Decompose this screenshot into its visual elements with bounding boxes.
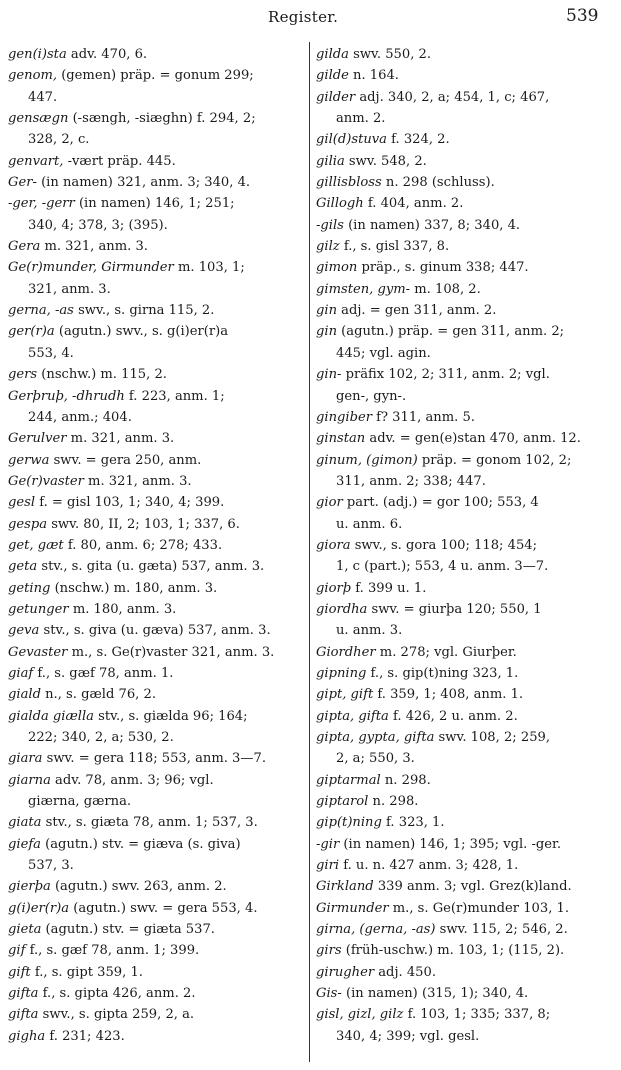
entry-text: (agutn.) swv., s. g(i)er(r)a [54,324,229,340]
register-entry [316,940,614,961]
entry-headword: gilia [316,153,345,169]
register-entry [316,535,614,556]
register-entry [8,599,300,620]
entry-text: präp., s. ginum 338; 447. [357,260,529,276]
register-entry [316,321,614,342]
entry-text: m. 321, anm. 3. [40,239,148,255]
register-entry [316,151,614,172]
entry-headword: gillisbloss [316,175,382,191]
entry-headword: gil(d)stuva [316,132,387,148]
entry-headword: giarna [8,772,51,788]
entry-headword: gin- [316,367,342,383]
entry-text: n. 298. [380,772,431,788]
entry-text: 2, a; 550, 3. [336,751,415,767]
entry-text: (-sængh, -siæghn) f. 294, 2; [68,111,256,127]
entry-headword: gipta, gifta [316,708,389,724]
entry-headword: Ge(r)munder, Girmunder [8,260,174,276]
register-entry [316,812,614,833]
entry-text: stv., s. giæta 78, anm. 1; 537, 3. [41,815,258,831]
register-entry [8,65,300,86]
register-entry [8,321,300,342]
entry-continuation-line [316,108,614,129]
register-entry [316,962,614,983]
entry-text: (agutn.) stv. = giæta 537. [41,922,215,938]
entry-text: swv., s. gipta 259, 2, a. [38,1007,195,1023]
entry-headword: gilz [316,239,340,255]
entry-headword: g(i)er(r)a [8,900,70,916]
register-entry [8,535,300,556]
entry-headword: Gera [8,239,41,255]
entry-text: (agutn.) präp. = gen 311, anm. 2; [337,324,565,340]
entry-headword: giordha [316,601,368,617]
entry-text: (in namen) 146, 1; 395; vgl. -ger. [339,836,562,852]
register-entry [316,364,614,385]
entry-text: 447. [28,89,58,105]
register-entry [316,642,614,663]
register-entry [316,770,614,791]
entry-continuation-line [316,1026,614,1047]
entry-text: adv. 470, 6. [66,47,148,62]
register-entry [8,386,300,407]
entry-text: m., s. Ge(r)munder 103, 1. [388,900,570,916]
entry-continuation-line [316,556,614,577]
entry-headword: gin [316,324,338,340]
entry-headword: giefa [8,836,41,852]
entry-text: stv., s. gita (u. gæta) 537, anm. 3. [37,559,265,575]
page-header [0,6,621,30]
entry-headword: giata [8,815,42,831]
entry-text: präp. = gonom 102, 2; [417,452,572,468]
register-entry [316,791,614,812]
register-entry [8,108,300,129]
entry-headword: giorþ [316,580,352,596]
register-entry [8,940,300,961]
entry-text: stv., s. giva (u. gæva) 537, anm. 3. [39,623,271,639]
entry-headword: giptarol [316,794,369,810]
entry-text: part. (adj.) = gor 100; 553, 4 [342,495,539,511]
entry-headword: gior [316,495,343,511]
entry-headword: gigha [8,1028,46,1044]
entry-text: f. 323, 1. [381,815,445,831]
entry-text: swv. = gera 250, anm. [49,452,202,468]
register-entry [316,663,614,684]
entry-continuation-line [8,407,300,428]
entry-headword: gilde [316,68,349,84]
register-entry [316,727,614,748]
entry-headword: Ge(r)vaster [8,473,84,489]
register-entry [8,300,300,321]
register-entry [8,1004,300,1025]
entry-headword: gialda giælla [8,708,94,724]
entry-text: -vært präp. 445. [63,153,176,169]
entry-headword: girs [316,943,342,959]
register-entry [8,748,300,769]
register-entry [8,983,300,1004]
entry-text: präfix 102, 2; 311, anm. 2; vgl. [341,367,550,383]
entry-headword: gipt, gift [316,687,374,703]
register-entry [8,812,300,833]
register-entry [316,684,614,705]
entry-text: swv. 115, 2; 546, 2. [435,922,568,938]
register-entry [8,684,300,705]
entry-text: (in namen) 337, 8; 340, 4. [343,217,521,233]
entry-headword: getunger [8,601,69,617]
register-entry [8,620,300,641]
register-entry [316,300,614,321]
register-entry [316,172,614,193]
entry-text: 340, 4; 399; vgl. gesl. [336,1028,480,1044]
entry-headword: gerna, -as [8,303,74,319]
page-title: Register. [268,8,339,26]
entry-headword: giaf [8,665,34,681]
register-entry [8,556,300,577]
entry-headword: Giordher [316,644,376,660]
left-column [8,44,300,1047]
entry-headword: gen(i)sta [8,47,67,62]
entry-headword: giald [8,687,41,703]
entry-text: f. 80, anm. 6; 278; 433. [63,537,223,553]
entry-headword: giora [316,537,351,553]
entry-headword: gimsten, gym- [316,281,411,297]
entry-headword: girugher [316,964,375,980]
entry-text: m. 108, 2. [410,281,481,297]
entry-headword: gensægn [8,111,69,127]
entry-text: swv. = giurþa 120; 550, 1 [367,601,542,617]
register-entry [316,706,614,727]
entry-text: 537, 3. [28,858,74,874]
entry-text: 222; 340, 2, a; 530, 2. [28,730,174,745]
entry-headword: gipta, gypta, gifta [316,730,435,745]
register-entry [8,428,300,449]
page-number: 539 [566,6,599,26]
entry-continuation-line [316,514,614,535]
register-entry [8,663,300,684]
entry-headword: ger(r)a [8,324,55,340]
entry-headword: gers [8,367,38,383]
entry-headword: Girmunder [316,900,389,916]
entry-headword: genvart, [8,153,64,169]
entry-headword: giptarmal [316,772,381,788]
entry-text: m. 180, anm. 3. [68,601,177,617]
entry-headword: giara [8,751,43,767]
register-entry [8,236,300,257]
register-entry [8,450,300,471]
entry-headword: ginstan [316,431,366,447]
register-entry [316,578,614,599]
register-entry [8,151,300,172]
register-entry [316,855,614,876]
column-divider [309,42,310,1062]
entry-text: (in namen) 321, anm. 3; 340, 4. [36,175,251,191]
entry-text: m. 103, 1; [173,260,245,276]
entry-text: f., s. gip(t)ning 323, 1. [366,665,519,681]
entry-text: f. 103, 1; 335; 337, 8; [403,1007,551,1023]
register-entry [316,215,614,236]
entry-headword: Gevaster [8,644,68,660]
entry-text: n. 298. [368,794,419,810]
register-entry [8,364,300,385]
register-entry [316,450,614,471]
entry-headword: gieta [8,922,42,938]
entry-text: (agutn.) stv. = giæva (s. giva) [40,836,241,852]
entry-text: f. 231; 423. [45,1028,125,1044]
register-entry [316,407,614,428]
entry-headword: gift [8,964,31,980]
register-entry [8,193,300,214]
register-entry [316,492,614,513]
entry-headword: gifta [8,986,39,1002]
entry-text: n. 298 (schluss). [381,175,495,191]
entry-text: m. 278; vgl. Giurþer. [375,644,517,660]
register-entry [8,471,300,492]
entry-continuation-line [8,791,300,812]
register-entry [8,898,300,919]
entry-text: f. 223, anm. 1; [124,388,225,404]
entry-text: (in namen) 146, 1; 251; [74,196,235,212]
register-entry [316,983,614,1004]
entry-text: swv. 550, 2. [348,47,432,62]
entry-text: m. 321, anm. 3. [66,431,175,447]
entry-headword: gingiber [316,409,372,425]
entry-text: f., s. gæf 78, anm. 1. [33,665,174,681]
register-entry [316,876,614,897]
entry-headword: Gerþruþ, -dhrudh [8,388,125,404]
register-entry [8,642,300,663]
entry-continuation-line [8,279,300,300]
entry-text: (in namen) (315, 1); 340, 4. [341,986,529,1002]
entry-text: adj. 340, 2, a; 454, 1, c; 467, [355,89,550,105]
entry-text: f. 399 u. 1. [351,580,427,596]
entry-text: 553, 4. [28,345,74,361]
register-entry [8,44,300,65]
register-entry [316,236,614,257]
entry-headword: geva [8,623,40,639]
entry-text: 445; vgl. agin. [336,345,431,361]
entry-continuation-line [316,620,614,641]
register-entry [8,1026,300,1047]
entry-continuation-line [8,215,300,236]
register-entry [8,834,300,855]
entry-text: n. 164. [348,68,399,84]
entry-text: (nschw.) m. 115, 2. [37,367,167,383]
entry-text: anm. 2. [336,111,386,127]
entry-text: f., s. gisl 337, 8. [339,239,450,255]
entry-continuation-line [316,386,614,407]
entry-text: 340, 4; 378, 3; (395). [28,217,168,233]
register-entry [8,919,300,940]
entry-text: 339 anm. 3; vgl. Grez(k)land. [373,879,572,895]
entry-continuation-line [8,129,300,150]
entry-text: m., s. Ge(r)vaster 321, anm. 3. [67,644,275,660]
register-entry [8,492,300,513]
register-entry [316,1004,614,1025]
entry-headword: gilda [316,47,349,62]
entry-headword: gesl [8,495,36,511]
entry-headword: genom, [8,68,58,84]
entry-headword: Girkland [316,879,374,895]
entry-text: swv. = gera 118; 553, anm. 3—7. [42,751,266,767]
entry-text: adj. = gen 311, anm. 2. [337,303,497,319]
entry-headword: ginum, (gimon) [316,452,418,468]
entry-headword: girna, (gerna, -as) [316,922,436,938]
register-entry [316,193,614,214]
entry-headword: -gils [316,217,344,233]
entry-text: f? 311, anm. 5. [371,409,475,425]
entry-text: 311, anm. 2; 338; 447. [336,473,486,489]
entry-headword: gimon [316,260,358,276]
register-entry [316,65,614,86]
entry-text: f., s. gæf 78, anm. 1; 399. [25,943,200,959]
entry-continuation-line [8,87,300,108]
entry-text: swv., s. girna 115, 2. [73,303,215,319]
register-entry [316,87,614,108]
entry-text: (nschw.) m. 180, anm. 3. [50,580,218,596]
entry-continuation-line [316,471,614,492]
right-column [316,44,614,1047]
entry-text: f. u. n. 427 anm. 3; 428, 1. [339,858,519,874]
entry-text: f. 324, 2. [386,132,450,148]
entry-text: swv., s. gora 100; 118; 454; [350,537,538,553]
entry-headword: gerwa [8,452,50,468]
entry-headword: gin [316,303,338,319]
entry-text: u. anm. 6. [336,516,403,532]
entry-headword: Ger- [8,175,37,191]
entry-text: 1, c (part.); 553, 4 u. anm. 3—7. [336,559,549,575]
entry-headword: gespa [8,516,48,532]
register-entry [8,514,300,535]
entry-text: adj. 450. [374,964,436,980]
entry-text: m. 321, anm. 3. [83,473,192,489]
entry-headword: Gillogh [316,196,364,212]
entry-headword: -ger, -gerr [8,196,75,212]
register-entry [8,962,300,983]
entry-headword: gipning [316,665,367,681]
entry-text: 328, 2, c. [28,132,90,148]
register-entry [316,428,614,449]
entry-text: u. anm. 3. [336,623,403,639]
entry-text: (gemen) präp. = gonum 299; [57,68,254,84]
entry-continuation-line [8,343,300,364]
entry-headword: get, gæt [8,537,64,553]
register-entry [316,834,614,855]
register-entry [8,257,300,278]
entry-text: giærna, gærna. [28,794,132,810]
register-entry [8,578,300,599]
entry-text: f. = gisl 103, 1; 340, 4; 399. [35,495,225,511]
entry-headword: -gir [316,836,340,852]
entry-text: gen-, gyn-. [336,388,407,404]
entry-continuation-line [316,343,614,364]
entry-text: f. 359, 1; 408, anm. 1. [373,687,524,703]
entry-headword: gip(t)ning [316,815,382,831]
entry-continuation-line [316,748,614,769]
entry-headword: gifta [8,1007,39,1023]
entry-text: adv. = gen(e)stan 470, anm. 12. [365,431,581,447]
register-entry [8,706,300,727]
entry-text: swv. 108, 2; 259, [434,730,551,745]
register-entry [316,898,614,919]
entry-headword: geting [8,580,51,596]
entry-headword: gilder [316,89,356,105]
entry-headword: gierþa [8,879,51,895]
entry-continuation-line [8,855,300,876]
register-entry [8,172,300,193]
register-entry [316,599,614,620]
register-entry [316,919,614,940]
entry-headword: geta [8,559,38,575]
register-entry [316,129,614,150]
register-entry [8,770,300,791]
entry-text: f. 404, anm. 2. [363,196,464,212]
entry-text: (früh-uschw.) m. 103, 1; (115, 2). [341,943,565,959]
entry-text: swv. 548, 2. [344,153,427,169]
entry-continuation-line [8,727,300,748]
register-entry [316,44,614,65]
entry-text: 244, anm.; 404. [28,409,132,425]
entry-text: f. 426, 2 u. anm. 2. [388,708,518,724]
entry-text: stv., s. giælda 96; 164; [93,708,248,724]
entry-text: 321, anm. 3. [28,281,111,297]
entry-headword: giri [316,858,340,874]
entry-headword: gisl, gizl, gilz [316,1007,404,1023]
entry-text: (agutn.) swv. = gera 553, 4. [69,900,258,916]
register-entry [316,279,614,300]
entry-headword: Gerulver [8,431,67,447]
entry-text: n., s. gæld 76, 2. [40,687,156,703]
entry-text: (agutn.) swv. 263, anm. 2. [50,879,227,895]
entry-text: f., s. gipta 426, anm. 2. [38,986,196,1002]
register-entry [316,257,614,278]
entry-text: swv. 80, II, 2; 103, 1; 337, 6. [47,516,240,532]
entry-headword: gif [8,943,26,959]
entry-headword: Gis- [316,986,342,1002]
register-entry [8,876,300,897]
entry-text: f., s. gipt 359, 1. [30,964,143,980]
entry-text: adv. 78, anm. 3; 96; vgl. [50,772,214,788]
